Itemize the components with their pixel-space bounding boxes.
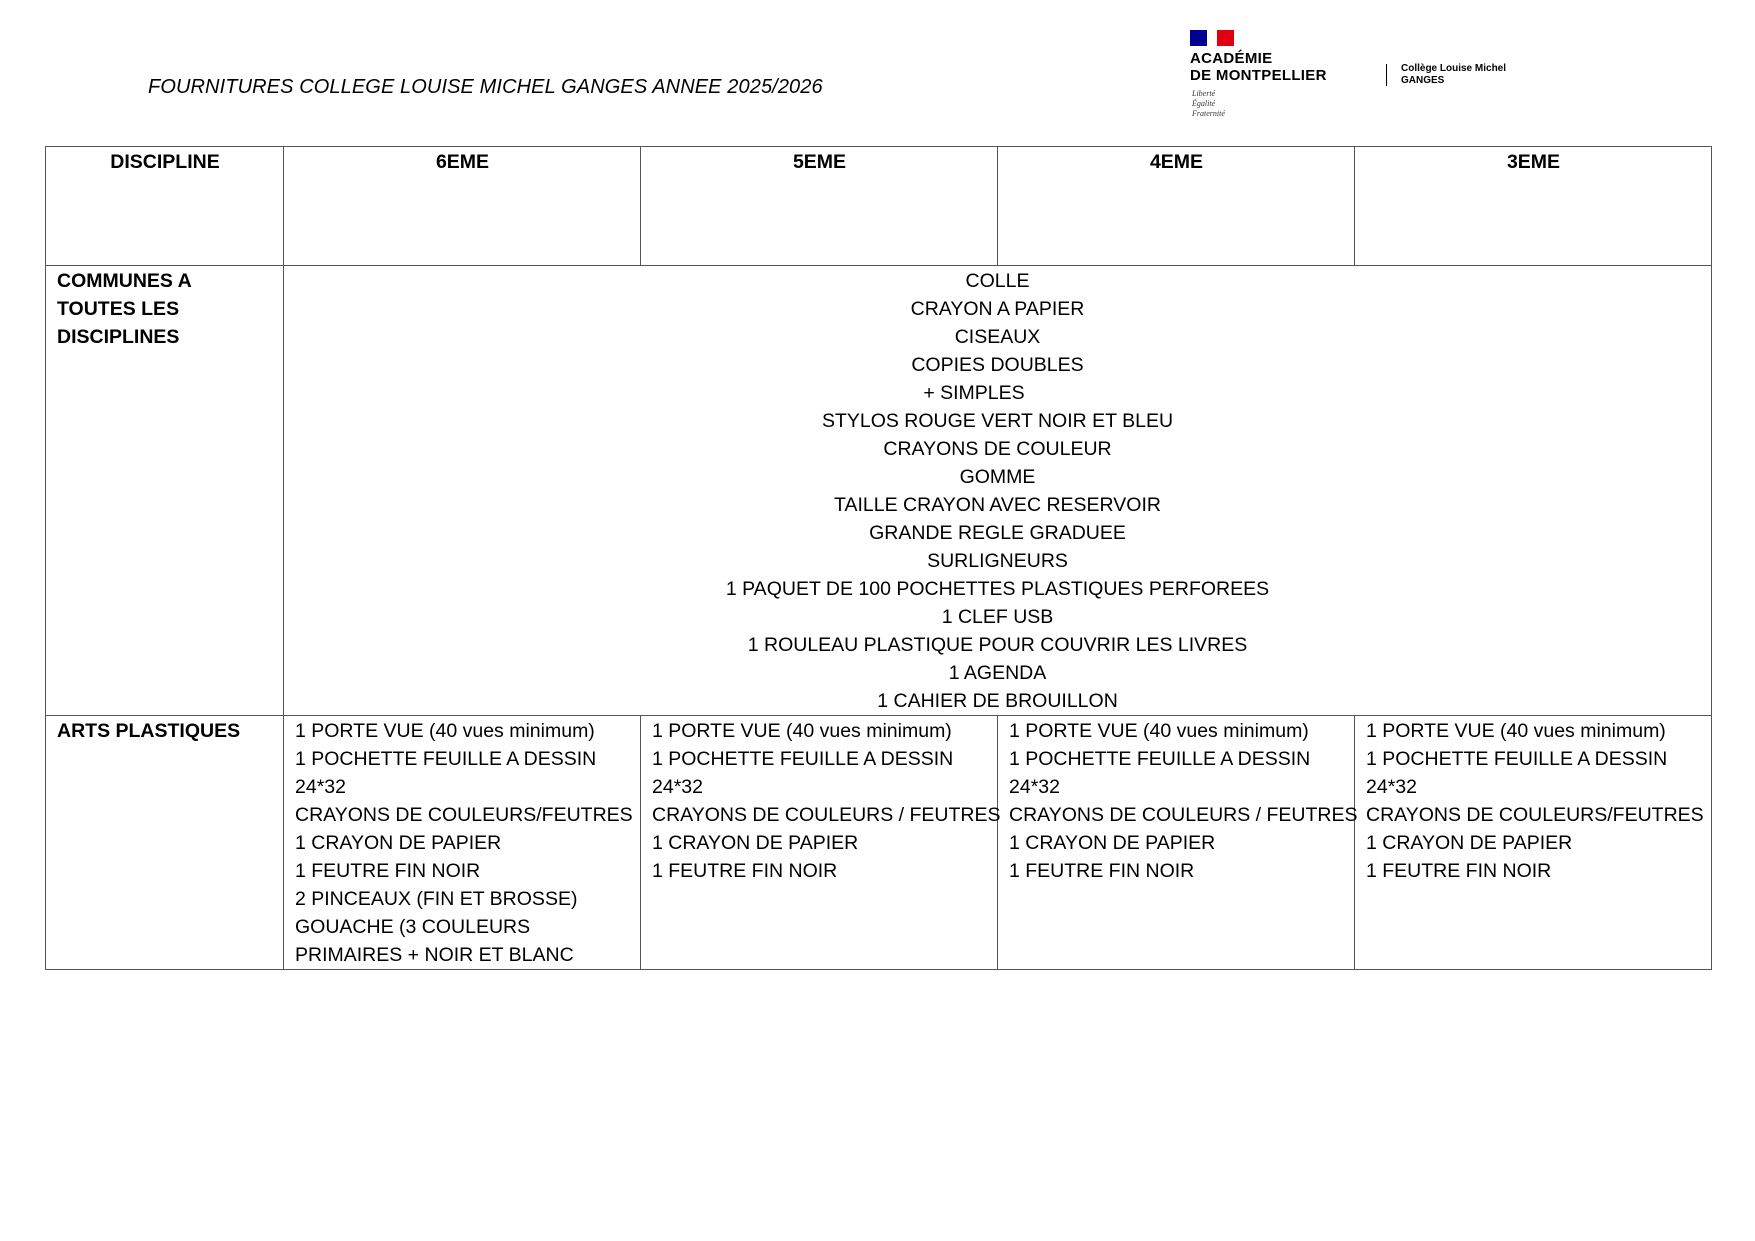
arts-3eme-list xyxy=(1355,716,1712,970)
arts-row xyxy=(46,716,1712,970)
list-item: 1 CAHIER DE BROUILLON xyxy=(877,690,1118,712)
header-3eme: 3EME xyxy=(1355,147,1712,266)
list-item: 1 PORTE VUE (40 vues minimum) xyxy=(652,720,952,742)
list-item: 1 FEUTRE FIN NOIR xyxy=(652,860,838,882)
header-5eme: 5EME xyxy=(641,147,998,266)
list-item: 1 CRAYON DE PAPIER xyxy=(1366,832,1573,854)
list-item: 24*32 xyxy=(1009,776,1060,798)
academie-name: ACADÉMIE DE MONTPELLIER xyxy=(1190,50,1327,84)
list-item: CRAYONS DE COULEUR xyxy=(883,438,1112,460)
supplies-table xyxy=(45,146,1712,970)
common-supplies-list xyxy=(284,266,1712,716)
list-item: 24*32 xyxy=(295,776,346,798)
list-item: CISEAUX xyxy=(954,326,1041,348)
list-item: GRANDE REGLE GRADUEE xyxy=(869,522,1126,544)
list-item: 1 CRAYON DE PAPIER xyxy=(652,832,859,854)
republic-motto: Liberté Égalité Fraternité xyxy=(1192,89,1225,118)
list-item: 1 FEUTRE FIN NOIR xyxy=(1366,860,1552,882)
list-item: STYLOS ROUGE VERT NOIR ET BLEU xyxy=(821,410,1174,432)
list-item: 1 CRAYON DE PAPIER xyxy=(295,832,502,854)
list-item: 1 PORTE VUE (40 vues minimum) xyxy=(1366,720,1666,742)
list-item: 1 FEUTRE FIN NOIR xyxy=(295,860,481,882)
list-item: 2 PINCEAUX (FIN ET BROSSE) xyxy=(295,888,578,910)
document-title: FOURNITURES COLLEGE LOUISE MICHEL GANGES ANNEE 2025/2026 xyxy=(148,76,823,98)
list-item: CRAYONS DE COULEURS / FEUTRES xyxy=(652,804,1001,826)
header-discipline: DISCIPLINE xyxy=(46,147,284,266)
discipline-common: COMMUNES A TOUTES LES DISCIPLINES xyxy=(46,266,284,716)
list-item: 1 CLEF USB xyxy=(941,606,1054,628)
list-item: GOUACHE (3 COULEURS xyxy=(295,916,531,938)
common-row xyxy=(46,266,1712,716)
list-item: 1 PORTE VUE (40 vues minimum) xyxy=(1009,720,1309,742)
list-item: GOMME xyxy=(959,466,1036,488)
list-item: + SIMPLES xyxy=(923,382,1025,404)
discipline-arts: ARTS PLASTIQUES xyxy=(46,716,284,970)
list-item: SURLIGNEURS xyxy=(927,550,1068,572)
list-item: 1 PAQUET DE 100 POCHETTES PLASTIQUES PERFOREES xyxy=(725,578,1270,600)
list-item: 24*32 xyxy=(1366,776,1417,798)
list-item: CRAYON A PAPIER xyxy=(910,298,1085,320)
list-item: 1 POCHETTE FEUILLE A DESSIN xyxy=(1366,748,1668,770)
header-6eme: 6EME xyxy=(284,147,641,266)
list-item: 1 AGENDA xyxy=(948,662,1047,684)
arts-5eme-list xyxy=(641,716,1001,970)
list-item: 1 POCHETTE FEUILLE A DESSIN xyxy=(295,748,597,770)
list-item: 1 ROULEAU PLASTIQUE POUR COUVRIR LES LIVRES xyxy=(747,634,1248,656)
list-item: COPIES DOUBLES xyxy=(911,354,1084,376)
list-item: 1 POCHETTE FEUILLE A DESSIN xyxy=(1009,748,1311,770)
list-item: COLLE xyxy=(965,270,1030,292)
list-item: 1 FEUTRE FIN NOIR xyxy=(1009,860,1195,882)
list-item: 1 CRAYON DE PAPIER xyxy=(1009,832,1216,854)
logo-separator xyxy=(1386,64,1387,86)
list-item: PRIMAIRES + NOIR ET BLANC xyxy=(295,944,574,966)
header-4eme: 4EME xyxy=(998,147,1355,266)
list-item: 1 PORTE VUE (40 vues minimum) xyxy=(295,720,595,742)
french-flag-icon xyxy=(1190,30,1234,46)
list-item: CRAYONS DE COULEURS/FEUTRES xyxy=(295,804,633,826)
list-item: CRAYONS DE COULEURS / FEUTRES xyxy=(1009,804,1358,826)
list-item: CRAYONS DE COULEURS/FEUTRES xyxy=(1366,804,1704,826)
list-item: 24*32 xyxy=(652,776,703,798)
academie-logo xyxy=(1190,28,1530,124)
college-name: Collège Louise Michel GANGES xyxy=(1401,63,1507,86)
arts-4eme-list xyxy=(998,716,1358,970)
header-row xyxy=(46,147,1712,266)
arts-6eme-list xyxy=(284,716,641,970)
list-item: 1 POCHETTE FEUILLE A DESSIN xyxy=(652,748,954,770)
list-item: TAILLE CRAYON AVEC RESERVOIR xyxy=(834,494,1161,516)
